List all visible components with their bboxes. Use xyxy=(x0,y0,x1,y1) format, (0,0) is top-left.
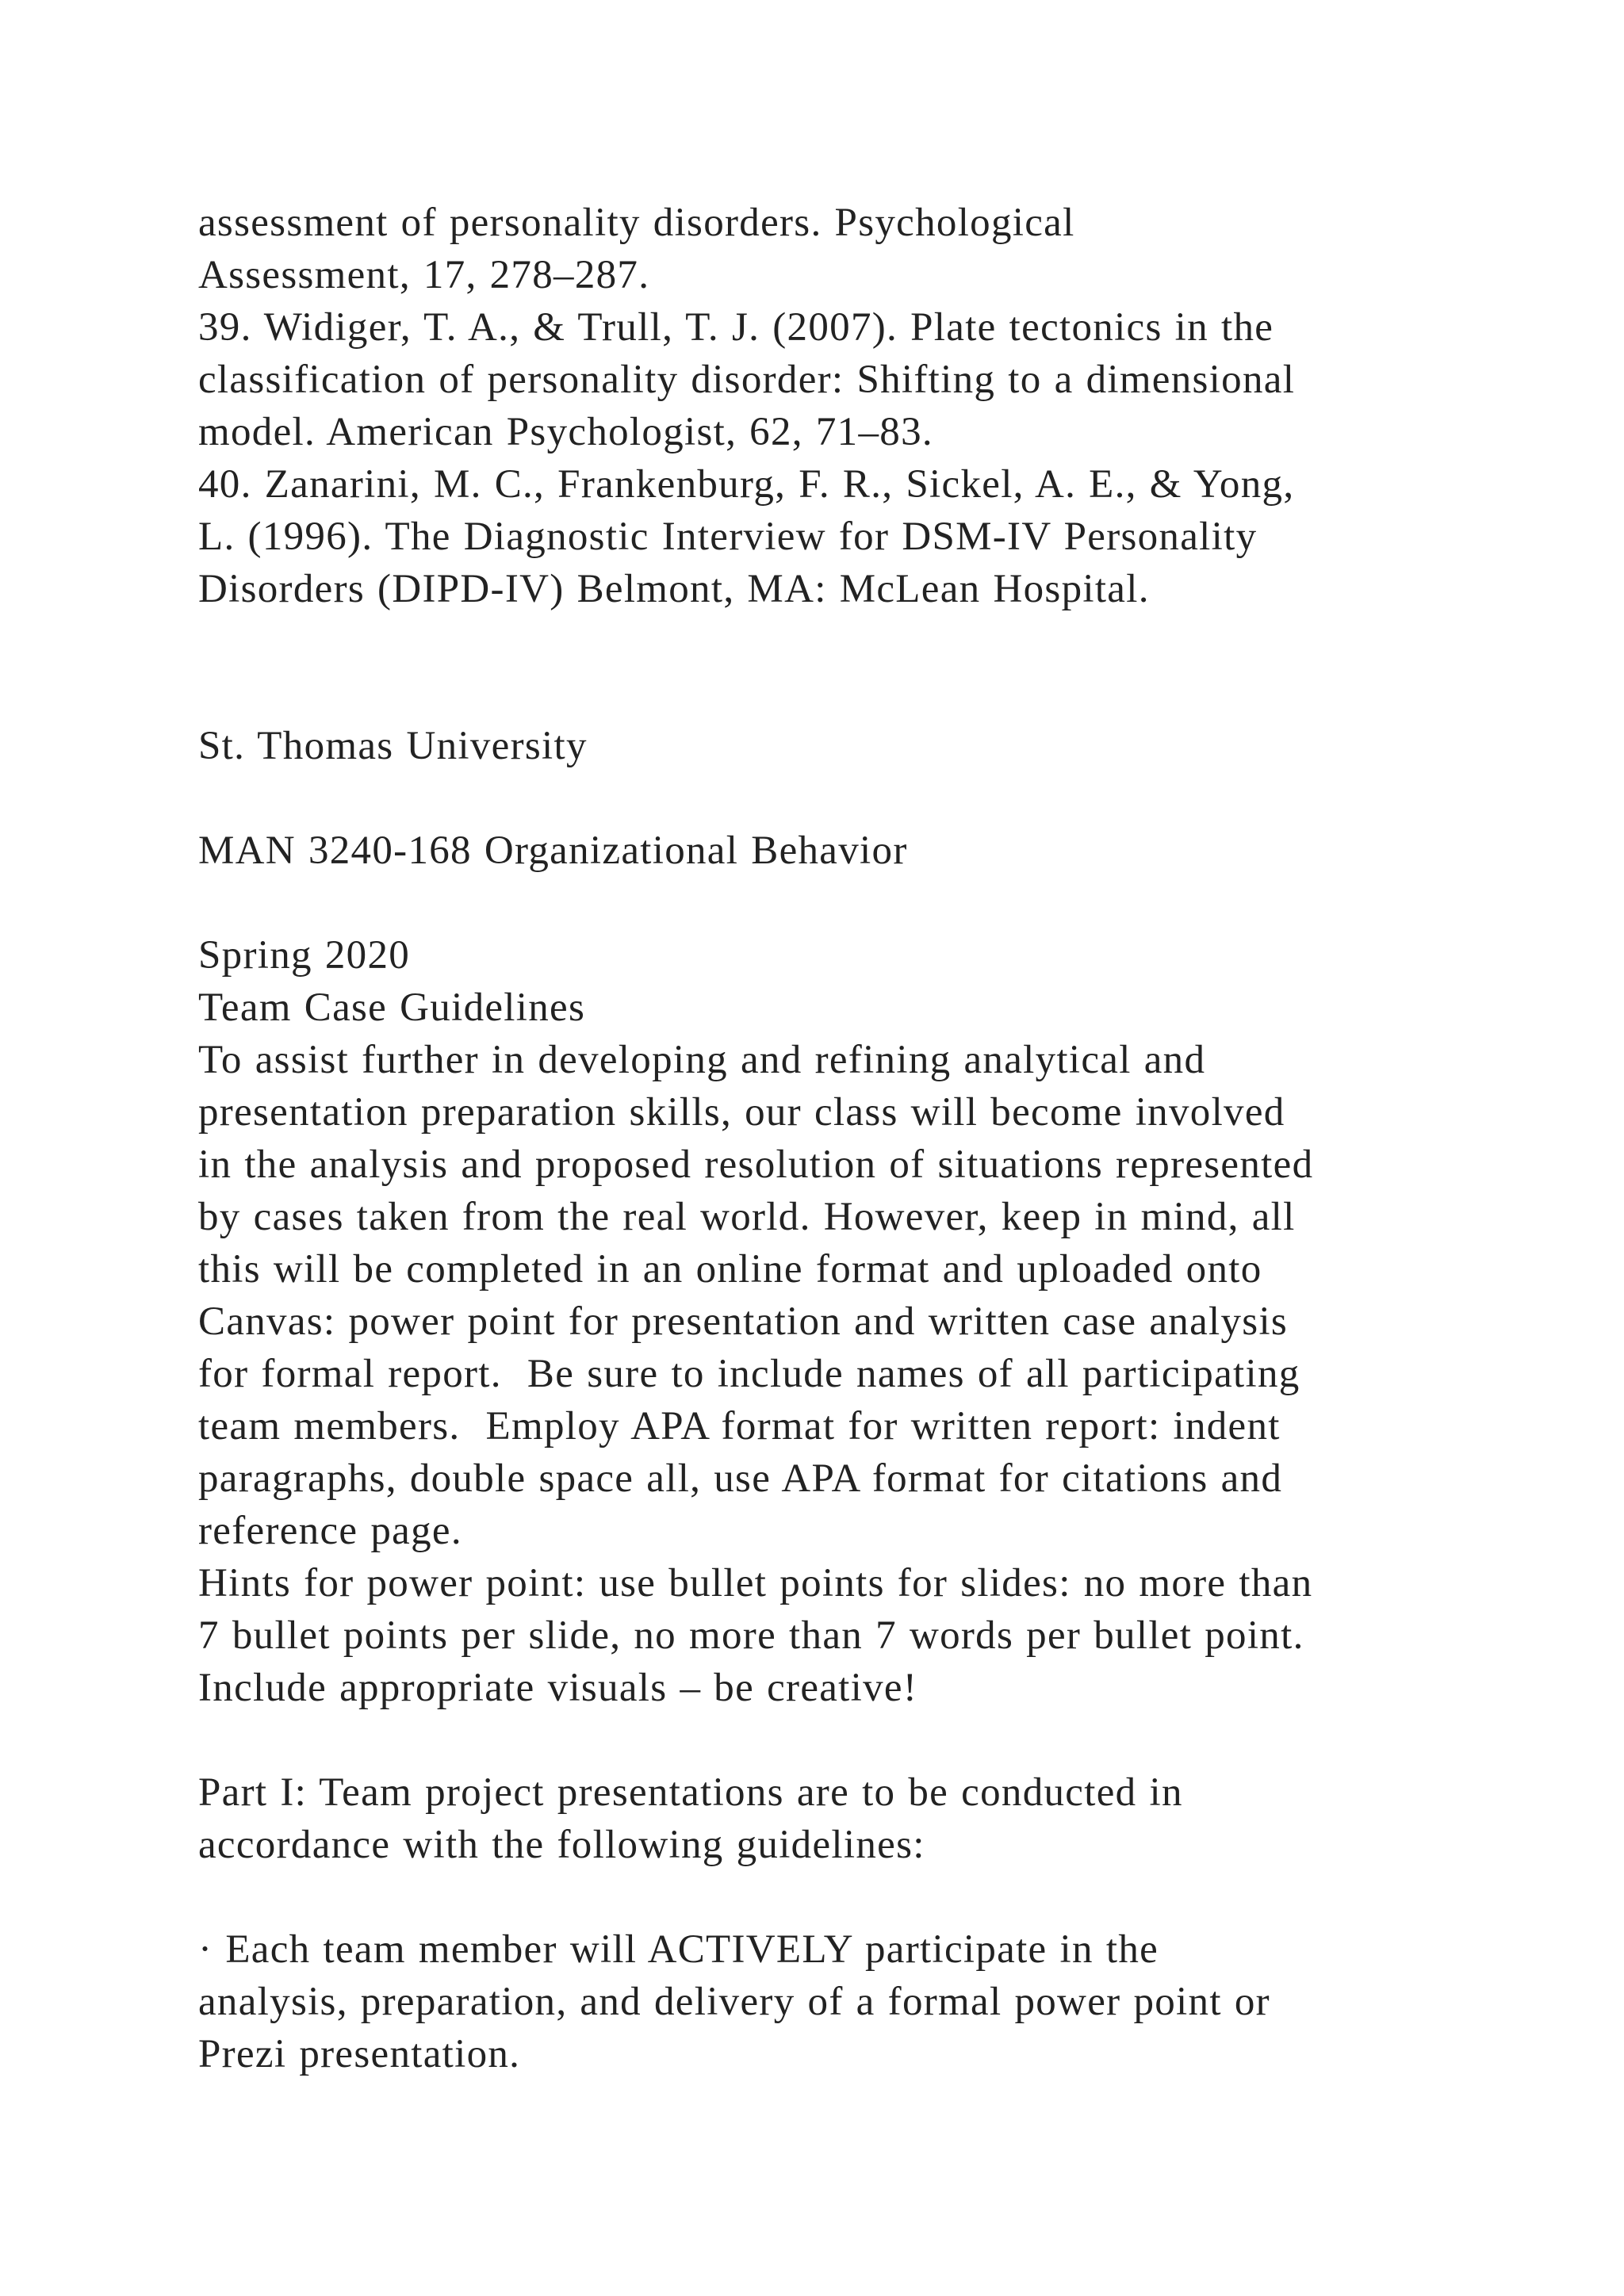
bullet-1-line-2: analysis, preparation, and delivery of a formal power point or xyxy=(198,1980,1270,2024)
reference-39-line-2: classification of personality disorder: Shifting to a dimensional xyxy=(198,358,1296,402)
reference-40-line-1: 40. Zanarini, M. C., Frankenburg, F. R., Sickel, A. E., & Yong, xyxy=(198,462,1295,507)
intro-line-7: for formal report. Be sure to include names of all participating xyxy=(198,1352,1300,1396)
hints-line-3: Include appropriate visuals – be creative! xyxy=(198,1666,918,1710)
intro-line-10: reference page. xyxy=(198,1509,462,1553)
spacer xyxy=(198,615,1499,668)
intro-line-8: team members. Employ APA format for written report: indent xyxy=(198,1404,1281,1448)
university-name: St. Thomas University xyxy=(198,724,588,768)
reference-39-line-1: 39. Widiger, T. A., & Trull, T. J. (2007). Plate tectonics in the xyxy=(198,305,1274,350)
course-title: MAN 3240-168 Organizational Behavior xyxy=(198,828,908,873)
part1-line-2: accordance with the following guidelines: xyxy=(198,1823,925,1867)
bullet-1-line-3: Prezi presentation. xyxy=(198,2032,521,2076)
reference-38-line-2: Assessment, 17, 278–287. xyxy=(198,253,650,297)
spacer xyxy=(198,1714,1499,1766)
intro-line-5: this will be completed in an online format and uploaded onto xyxy=(198,1247,1262,1292)
spacer xyxy=(198,1871,1499,1923)
hints-line-2: 7 bullet points per slide, no more than 7 words per bullet point. xyxy=(198,1613,1304,1658)
intro-line-3: in the analysis and proposed resolution of situations represented xyxy=(198,1142,1314,1187)
reference-40-line-2: L. (1996). The Diagnostic Interview for DSM-IV Personality xyxy=(198,515,1258,559)
spacer xyxy=(198,877,1499,929)
spacer xyxy=(198,668,1499,720)
reference-39-line-3: model. American Psychologist, 62, 71–83. xyxy=(198,410,933,454)
part1-line-1: Part I: Team project presentations are to be conducted in xyxy=(198,1770,1183,1815)
document-title: Team Case Guidelines xyxy=(198,985,586,1030)
reference-38-line-1: assessment of personality disorders. Psychological xyxy=(198,201,1075,245)
term: Spring 2020 xyxy=(198,933,411,978)
intro-line-2: presentation preparation skills, our class will become involved xyxy=(198,1090,1285,1135)
intro-line-1: To assist further in developing and refining analytical and xyxy=(198,1038,1206,1082)
hints-line-1: Hints for power point: use bullet points for slides: no more than xyxy=(198,1561,1313,1605)
bullet-1-line-1: · Each team member will ACTIVELY participate in the xyxy=(198,1927,1159,1972)
intro-line-9: paragraphs, double space all, use APA format for citations and xyxy=(198,1456,1283,1501)
spacer xyxy=(198,772,1499,825)
document-text xyxy=(198,197,1499,2080)
reference-40-line-3: Disorders (DIPD-IV) Belmont, MA: McLean Hospital. xyxy=(198,567,1150,611)
intro-line-4: by cases taken from the real world. However, keep in mind, all xyxy=(198,1195,1296,1239)
intro-line-6: Canvas: power point for presentation and written case analysis xyxy=(198,1299,1289,1344)
